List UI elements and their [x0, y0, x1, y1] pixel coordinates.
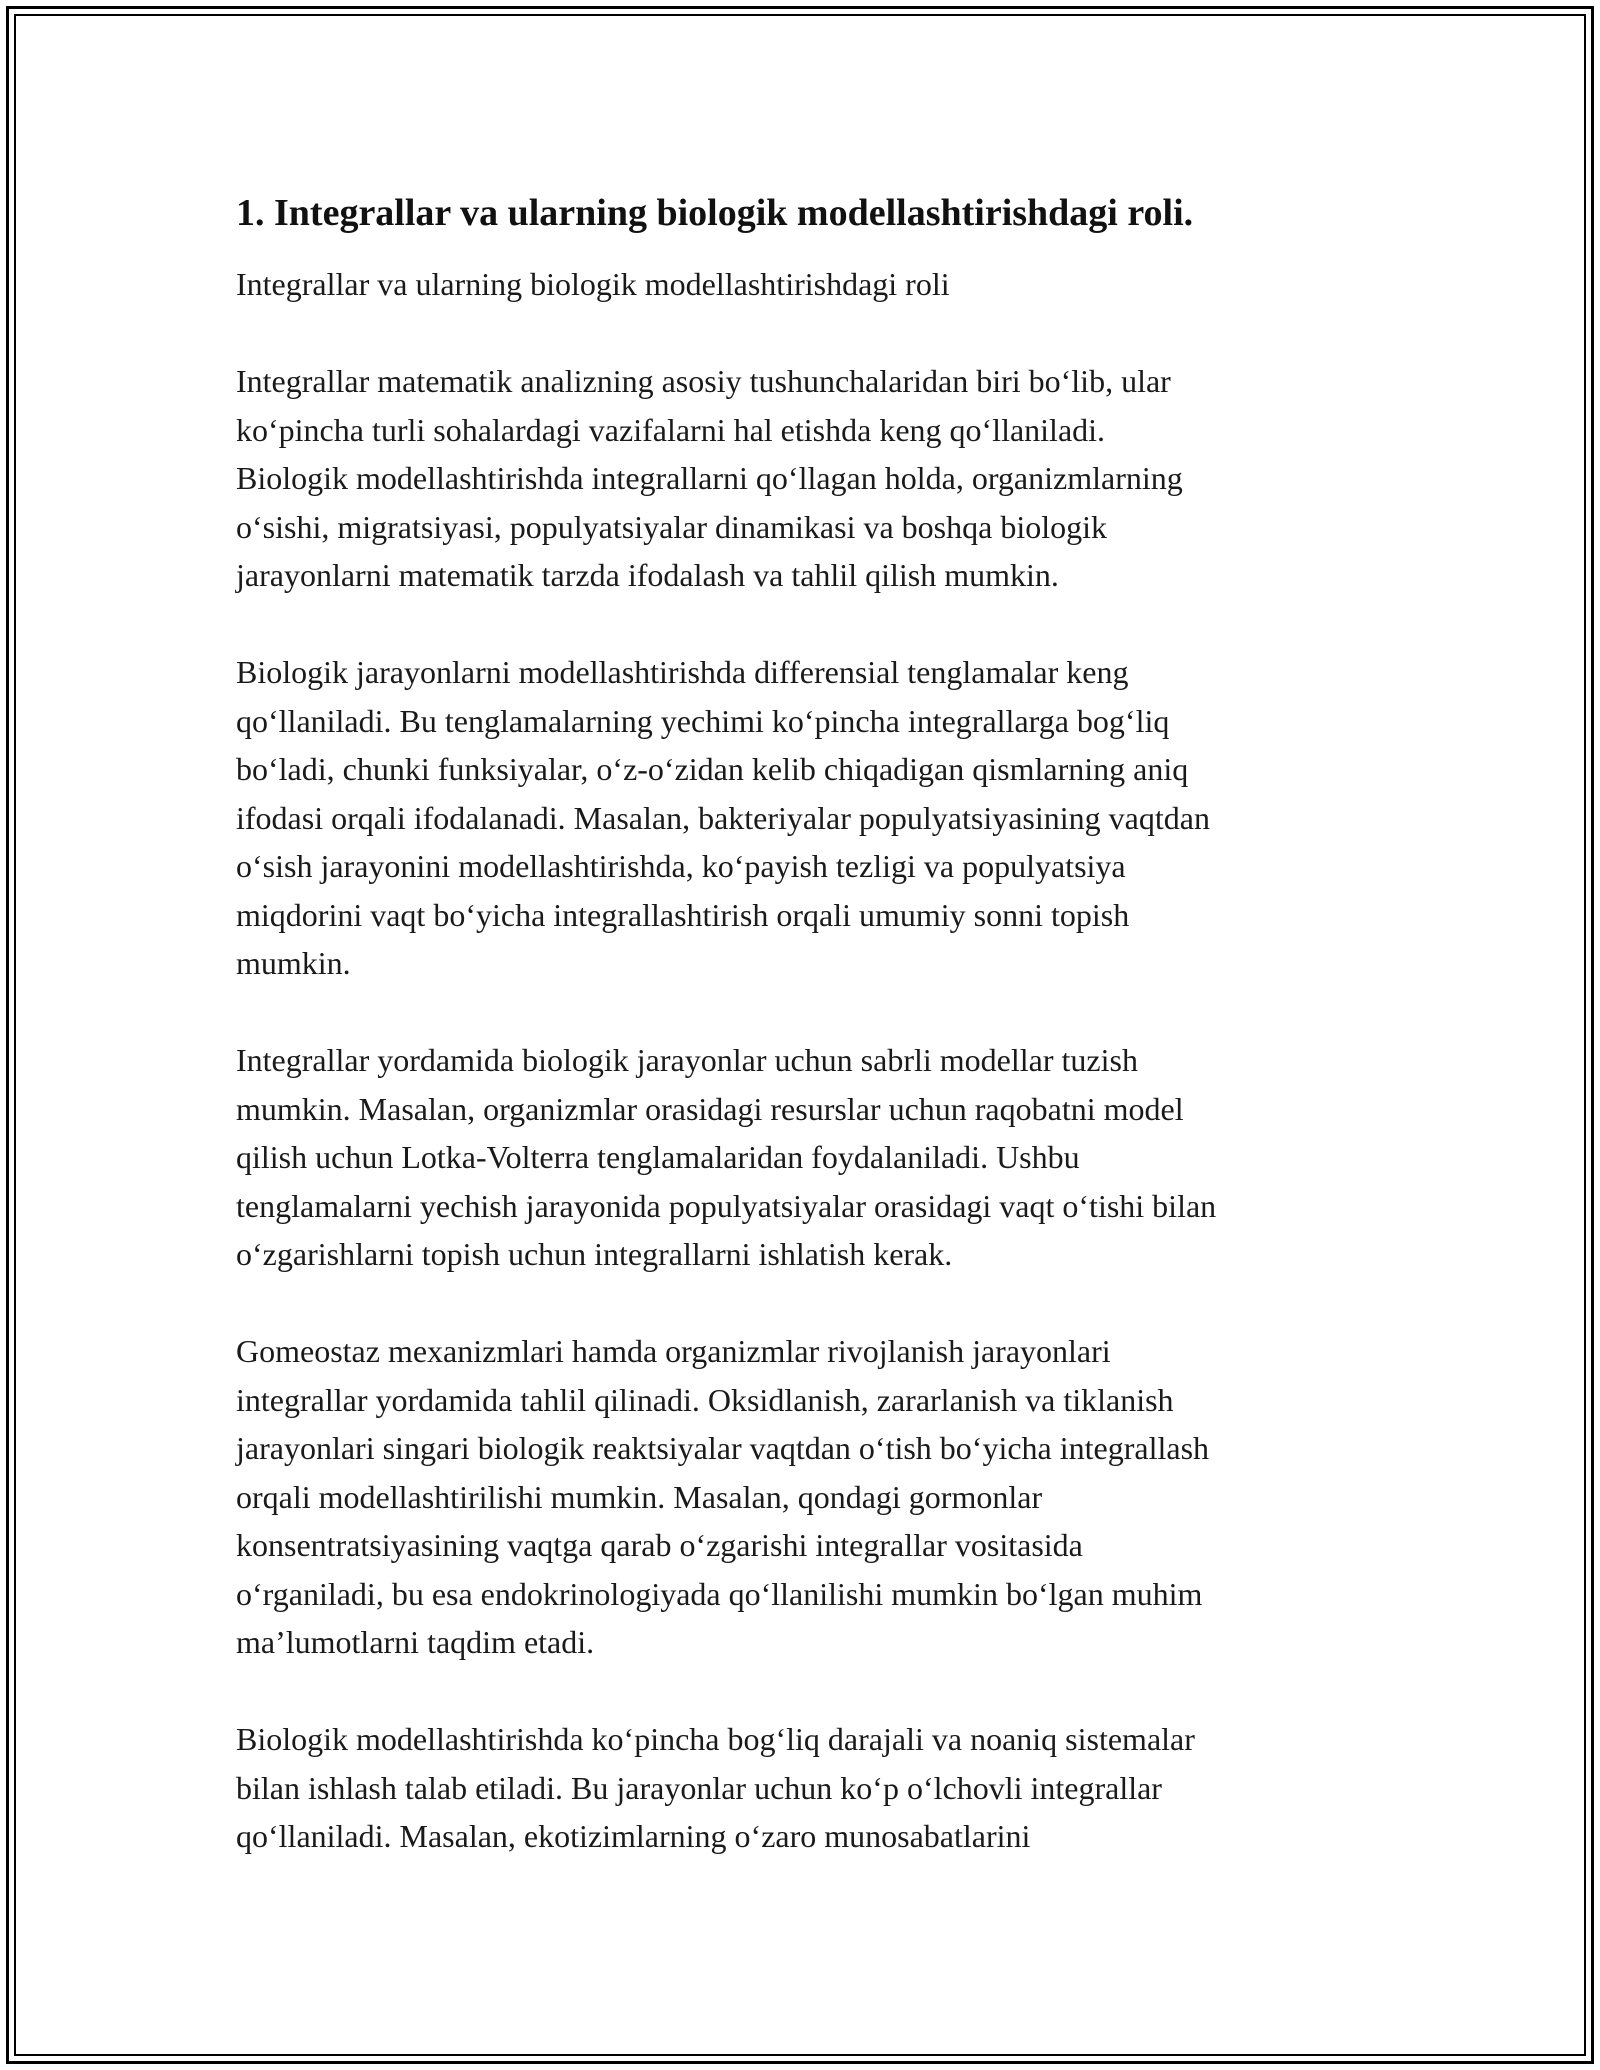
document-subtitle: Integrallar va ularning biologik modellashtirishdagi roli	[236, 266, 950, 302]
paragraph-homeostasis: Gomeostaz mexanizmlari hamda organizmlar rivojlanish jarayonlari integrallar yordamida tahlil qilinadi. Oksidlanish, zararlanish va tiklanish jarayonlari singari biologik reaktsiyalar vaqtdan o‘tish bo‘yicha integrallash orqali modellashtirilishi mumkin. Masalan, qondagi gormonlar konsentratsiyasining vaqtga qarab o‘zgarishi integrallar vositasida o‘rganiladi, bu esa endokrinologiyada qo‘llanilishi mumkin bo‘lgan muhim ma’lumotlarni taqdim etadi.	[236, 1333, 1210, 1660]
paragraph-lotka-volterra: Integrallar yordamida biologik jarayonlar uchun sabrli modellar tuzish mumkin. Masalan, organizmlar orasidagi resurslar uchun raqobatni model qilish uchun Lotka-Volterra tenglamalaridan foydalaniladi. Ushbu tenglamalarni yechish jarayonida populyatsiyalar orasidagi vaqt o‘tishi bilan o‘zgarishlarni topish uchun integrallarni ishlatish kerak.	[236, 1042, 1217, 1272]
document-body	[236, 188, 1376, 1909]
paragraph-differential-equations: Biologik jarayonlarni modellashtirishda differensial tenglamalar keng qo‘llaniladi. Bu tenglamalarning yechimi ko‘pincha integrallarga bog‘liq bo‘ladi, chunki funksiyalar, o‘z-o‘zidan kelib chiqadigan qismlarning aniq ifodasi orqali ifodalanadi. Masalan, bakteriyalar populyatsiyasining vaqtdan o‘sish jarayonini modellashtirishda, ko‘payish tezligi va populyatsiya miqdorini vaqt bo‘yicha integrallashtirish orqali umumiy sonni topish mumkin.	[236, 654, 1210, 981]
paragraph-multidimensional-integrals: Biologik modellashtirishda ko‘pincha bog‘liq darajali va noaniq sistemalar bilan ishlash talab etiladi. Bu jarayonlar uchun ko‘p o‘lchovli integrallar qo‘llaniladi. Masalan, ekotizimlarning o‘zaro munosabatlarini	[236, 1721, 1195, 1854]
document-heading: 1. Integrallar va ularning biologik modellashtirishdagi roli.	[236, 192, 1194, 234]
paragraph-intro: Integrallar matematik analizning asosiy tushunchalaridan biri bo‘lib, ular ko‘pincha turli sohalardagi vazifalarni hal etishda keng qo‘llaniladi. Biologik modellashtirishda integrallarni qo‘llagan holda, organizmlarning o‘sishi, migratsiyasi, populyatsiyalar dinamikasi va boshqa biologik jarayonlarni matematik tarzda ifodalash va tahlil qilish mumkin.	[236, 363, 1183, 593]
